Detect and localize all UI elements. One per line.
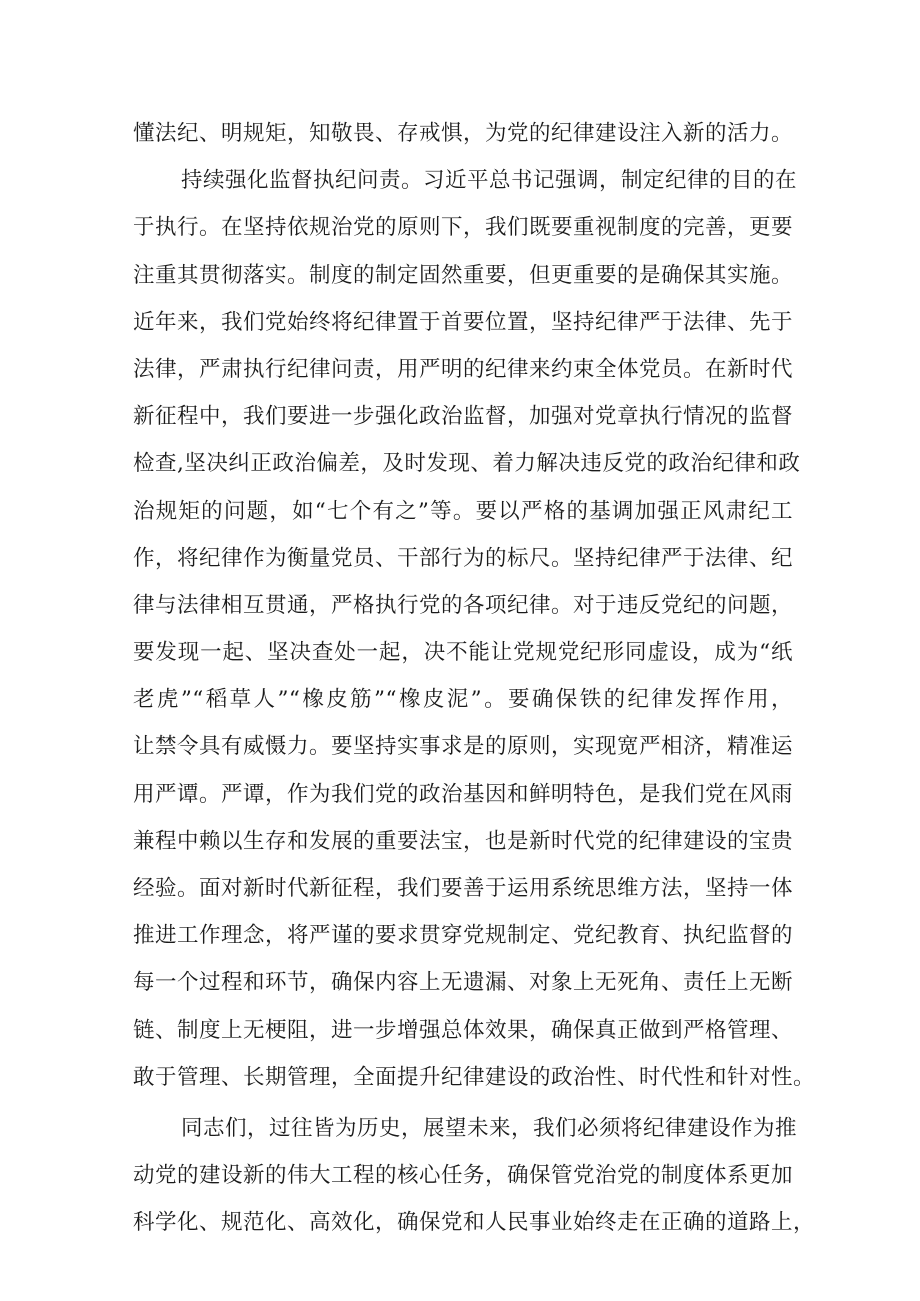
text-line: 持续强化监督执纪问责。习近平总书记强调，制定纪律的目的在	[181, 168, 798, 194]
text-line: 兼程中赖以生存和发展的重要法宝，也是新时代党的纪律建设的宝贵	[133, 828, 794, 854]
text-line: 每一个过程和环节，确保内容上无遗漏、对象上无死角、责任上无断	[133, 970, 794, 996]
text-line: 于执行。在坚持依规治党的原则下，我们既要重视制度的完善，更要	[133, 215, 794, 241]
text-line: 同志们，过往皆为历史，展望未来，我们必须将纪律建设作为推	[181, 1115, 798, 1141]
text-line: 要发现一起、坚决查处一起，决不能让党规党纪形同虚设，成为“纸	[133, 640, 793, 666]
text-line: 经验。面对新时代新征程，我们要善于运用系统思维方法，坚持一体	[133, 876, 794, 901]
text-line: 用严谭。严谭，作为我们党的政治基因和鲜明特色，是我们党在风雨	[133, 781, 794, 807]
text-line: 动党的建设新的伟大工程的核心任务，确保管党治党的制度体系更加	[133, 1163, 794, 1189]
text-line: 新征程中，我们要进一步强化政治监督，加强对党章执行情况的监督	[133, 404, 794, 430]
text-line: 老虎”“稻草人”“橡皮筋”“橡皮泥”。要确保铁的纪律发挥作用，	[133, 687, 793, 713]
text-line: 懂法纪、明规矩，知敬畏、存戒惧，为党的纪律建设注入新的活力。	[133, 121, 794, 146]
text-line: 近年来，我们党始终将纪律置于首要位置，坚持纪律严于法律、先于	[133, 309, 794, 335]
text-line: 检查,坚决纠正政治偏差，及时发现、着力解决违反党的政治纪律和政	[133, 451, 801, 477]
text-line: 推进工作理念，将严谨的要求贯穿党规制定、党纪教育、执纪监督的	[133, 923, 794, 949]
text-line: 律与法律相互贯通，严格执行党的各项纪律。对于违反党纪的问题，	[133, 592, 794, 618]
text-line: 注重其贯彻落实。制度的制定固然重要，但更重要的是确保其实施。	[133, 262, 794, 288]
text-line: 作，将纪律作为衡量党员、干部行为的标尺。坚持纪律严于法律、纪	[133, 545, 794, 571]
text-line: 敢于管理、长期管理，全面提升纪律建设的政治性、时代性和针对性。	[133, 1064, 816, 1090]
text-line: 治规矩的问题，如“七个有之”等。要以严格的基调加强正风肃纪工	[133, 498, 793, 524]
text-line: 让禁令具有威慑力。要坚持实事求是的原则，实现宽严相济，精准运	[133, 734, 794, 760]
document-body	[133, 110, 816, 1247]
paragraph-continuation	[133, 110, 793, 157]
paragraph-conclusion	[133, 1105, 816, 1247]
text-line: 科学化、规范化、高效化，确保党和人民事业始终走在正确的道路上，	[133, 1210, 816, 1236]
text-line: 法律，严肃执行纪律问责，用严明的纪律来约束全体党员。在新时代	[133, 356, 794, 382]
text-line: 链、制度上无梗阻，进一步增强总体效果，确保真正做到严格管理、	[133, 1017, 794, 1043]
paragraph-supervision	[133, 157, 816, 1101]
